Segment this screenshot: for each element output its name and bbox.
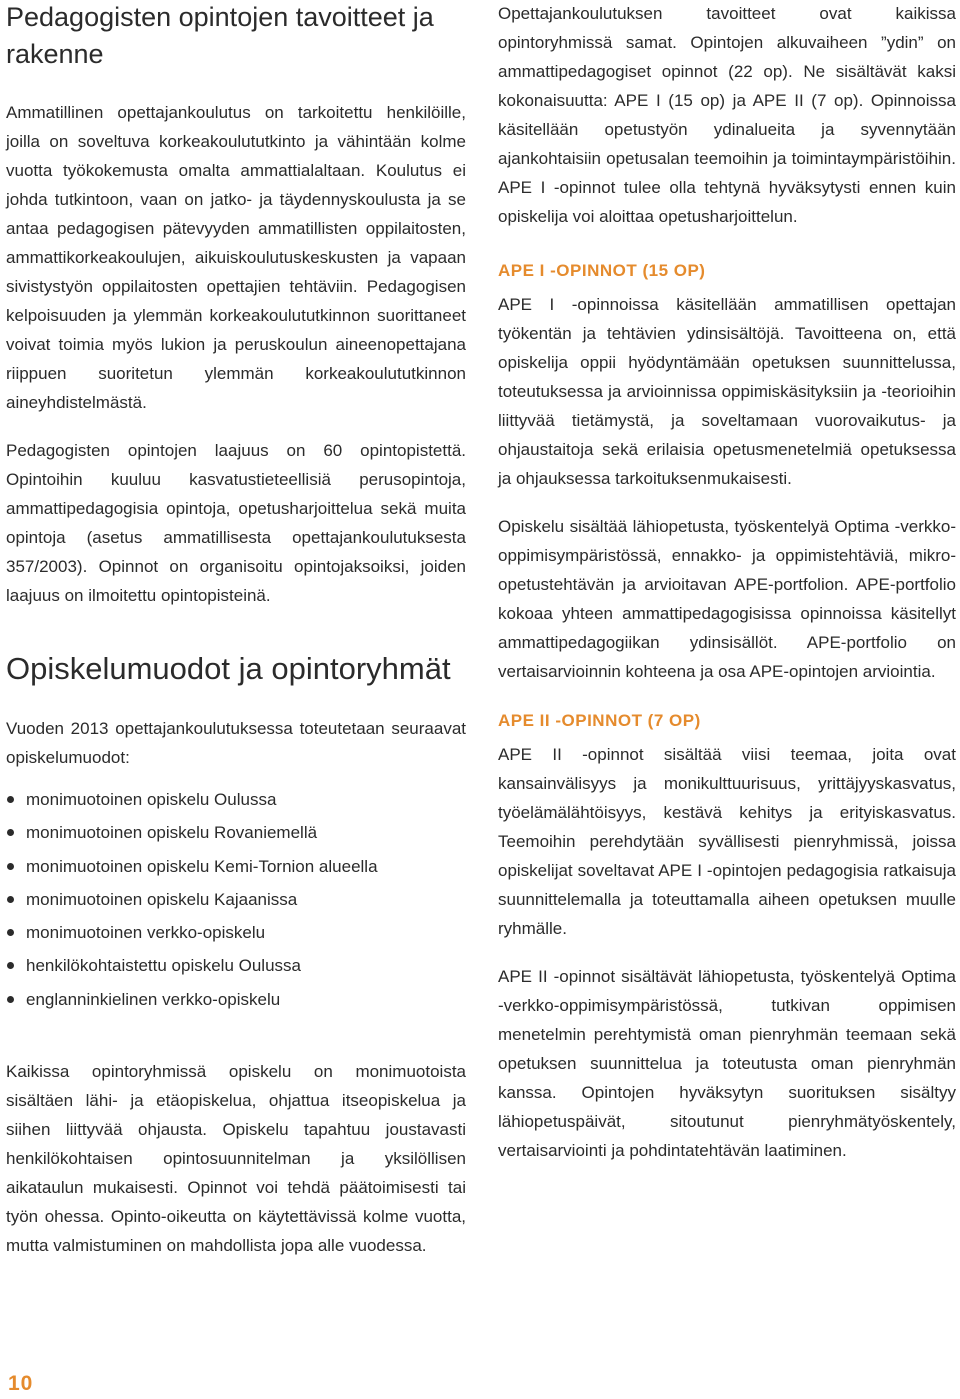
list-item: monimuotoinen opiskelu Kemi-Tornion alueella: [6, 850, 466, 883]
list-item: monimuotoinen opiskelu Oulussa: [6, 783, 466, 816]
ape2-paragraph-2: APE II -opinnot sisältävät lähiopetusta, työskentelyä Optima -verkko-oppimisympäristössä, tutkivan oppimisen menetelmin perehtymistä oman pienryhmän teemaan sekä opetuksen suunnittelua ja toteutusta oman pienryhmän kanssa. Opintojen hyväksytyn suorituksen sisältyy lähiopetuspäivät, sitoutunut pienryhmätyöskentely, vertaisarviointi ja pohdintatehtävän laatiminen.: [498, 967, 956, 1160]
goals-paragraph: Opettajankoulutuksen tavoitteet ovat kaikissa opintoryhmissä samat. Opintojen alkuvaiheen ”ydin” on ammattipedagogiset opinnot (22 op). Ne sisältävät kaksi kokonaisuutta: APE I (15 op) ja APE II (7 op). Opinnoissa käsitellään opetustyön ydinalueita ja syvennytään ajankohtaisiin opetusalan teemoihin ja toimintaympäristöihin. APE I -opinnot tulee olla tehtynä hyväksytysti ennen kuin opiskelija voi aloittaa opetusharjoittelun.: [498, 4, 956, 226]
groups-paragraph: Kaikissa opintoryhmissä opiskelu on monimuotoista sisältäen lähi- ja etäopiskelua, ohjattua itseopiskelua ja siihen liittyvää ohjausta. Opiskelu tapahtuu joustavasti henkilökohtaisen opintosuunnitelman ja yksilöllisen aikataulun mukaisesti. Opinnot voi tehdä päätoimisesti tai työn ohessa. Opinto-oikeutta on käytettävissä kolme vuotta, mutta valmistuminen on mahdollista jopa alle vuodessa.: [6, 1062, 466, 1256]
ape1-heading: APE I -OPINNOT (15 OP): [498, 261, 706, 280]
list-item: monimuotoinen opiskelu Rovaniemellä: [6, 816, 466, 849]
study-forms-heading: Opiskelumuodot ja opintoryhmät: [6, 651, 451, 686]
ape1-paragraph-2: Opiskelu sisältää lähiopetusta, työskentelyä Optima -verkko-oppimisympäristössä, ennakko- ja oppimistehtäviä, mikro-opetustehtävän ja arvioitavan APE-portfolion. APE-portfolio kokoaa yhteen ammattipedagogisissa opinnoissa käsitellyt ammattipedagogiikan ydinsisällöt. APE-portfolio on vertaisarvioinnin kohteena ja osa APE-opintojen arviointia.: [498, 517, 956, 681]
list-item: monimuotoinen opiskelu Kajaanissa: [6, 883, 466, 916]
scope-paragraph: Pedagogisten opintojen laajuus on 60 opintopistettä. Opintoihin kuuluu kasvatustieteellisiä perusopintoja, ammattipedagogisia opintoja, opetusharjoittelua sekä muita opintoja (asetus ammatillisesta opettajankoulutuksesta 357/2003). Opinnot on organisoitu opintojaksoiksi, joiden laajuus on ilmoitettu opintopisteinä.: [6, 441, 466, 605]
list-item: monimuotoinen verkko-opiskelu: [6, 916, 466, 949]
right-column: [498, 0, 956, 1165]
study-forms-intro: Vuoden 2013 opettajankoulutuksessa toteutetaan seuraavat opiskelumuodot:: [6, 719, 466, 767]
study-forms-list: [6, 783, 466, 1016]
ape2-heading: APE II -OPINNOT (7 OP): [498, 711, 701, 730]
list-item: henkilökohtaistettu opiskelu Oulussa: [6, 949, 466, 982]
ape1-paragraph-1: APE I -opinnoissa käsitellään ammatillisen opettajan työkentän ja tehtävien ydinsisältöjä. Tavoitteena on, että opiskelija oppii hyödyntämään opetuksen suunnittelussa, toteutuksessa ja arvioinnissa oppimiskäsityksiin ja -teorioihin liittyvää tietämystä, ja soveltamaan vuorovaikutus- ja ohjaustaitoja sekä erilaisia opetusmenetelmiä opetuksessa ja ohjauksessa tarkoituksenmukaisesti.: [498, 295, 956, 488]
intro-paragraph: Ammatillinen opettajankoulutus on tarkoitettu henkilöille, joilla on soveltuva korkeakoulututkinto ja vähintään kolme vuotta työkokemusta omalta ammattialaltaan. Koulutus ei johda tutkintoon, vaan on jatko- ja täydennyskoulusta ja se antaa pedagogisen pätevyyden ammatillisten oppilaitosten, ammattikorkeakoulujen, aikuiskoulutuskeskusten ja vapaan sivistystyön oppilaitosten opettajien tehtäviin. Pedagogisen kelpoisuuden ja ylemmän korkeakoulututkinnon suorittaneet voivat toimia myös lukion ja peruskoulun aineenopettajana riippuen suoritetun ylemmän korkeakoulututkinnon aineyhdistelmästä.: [6, 103, 466, 412]
section-title: Pedagogisten opintojen tavoitteet ja rakenne: [6, 2, 434, 69]
page-number: 10: [8, 1372, 34, 1395]
ape2-paragraph-1: APE II -opinnot sisältää viisi teemaa, joita ovat kansainvälisyys ja monikulttuurisuus, yrittäjyyskasvatus, työelämälähtöisyys, kestävä kehitys ja erityiskasvatus. Teemoihin perehdytään syvällisesti pienryhmissä, joissa opiskelijat soveltavat APE I -opintojen pedagogisia ratkaisuja suunnittelemalla ja toteuttamalla aiheen opetuksen muulle ryhmälle.: [498, 745, 956, 938]
list-item: englanninkielinen verkko-opiskelu: [6, 983, 466, 1016]
left-column: [6, 0, 466, 1260]
